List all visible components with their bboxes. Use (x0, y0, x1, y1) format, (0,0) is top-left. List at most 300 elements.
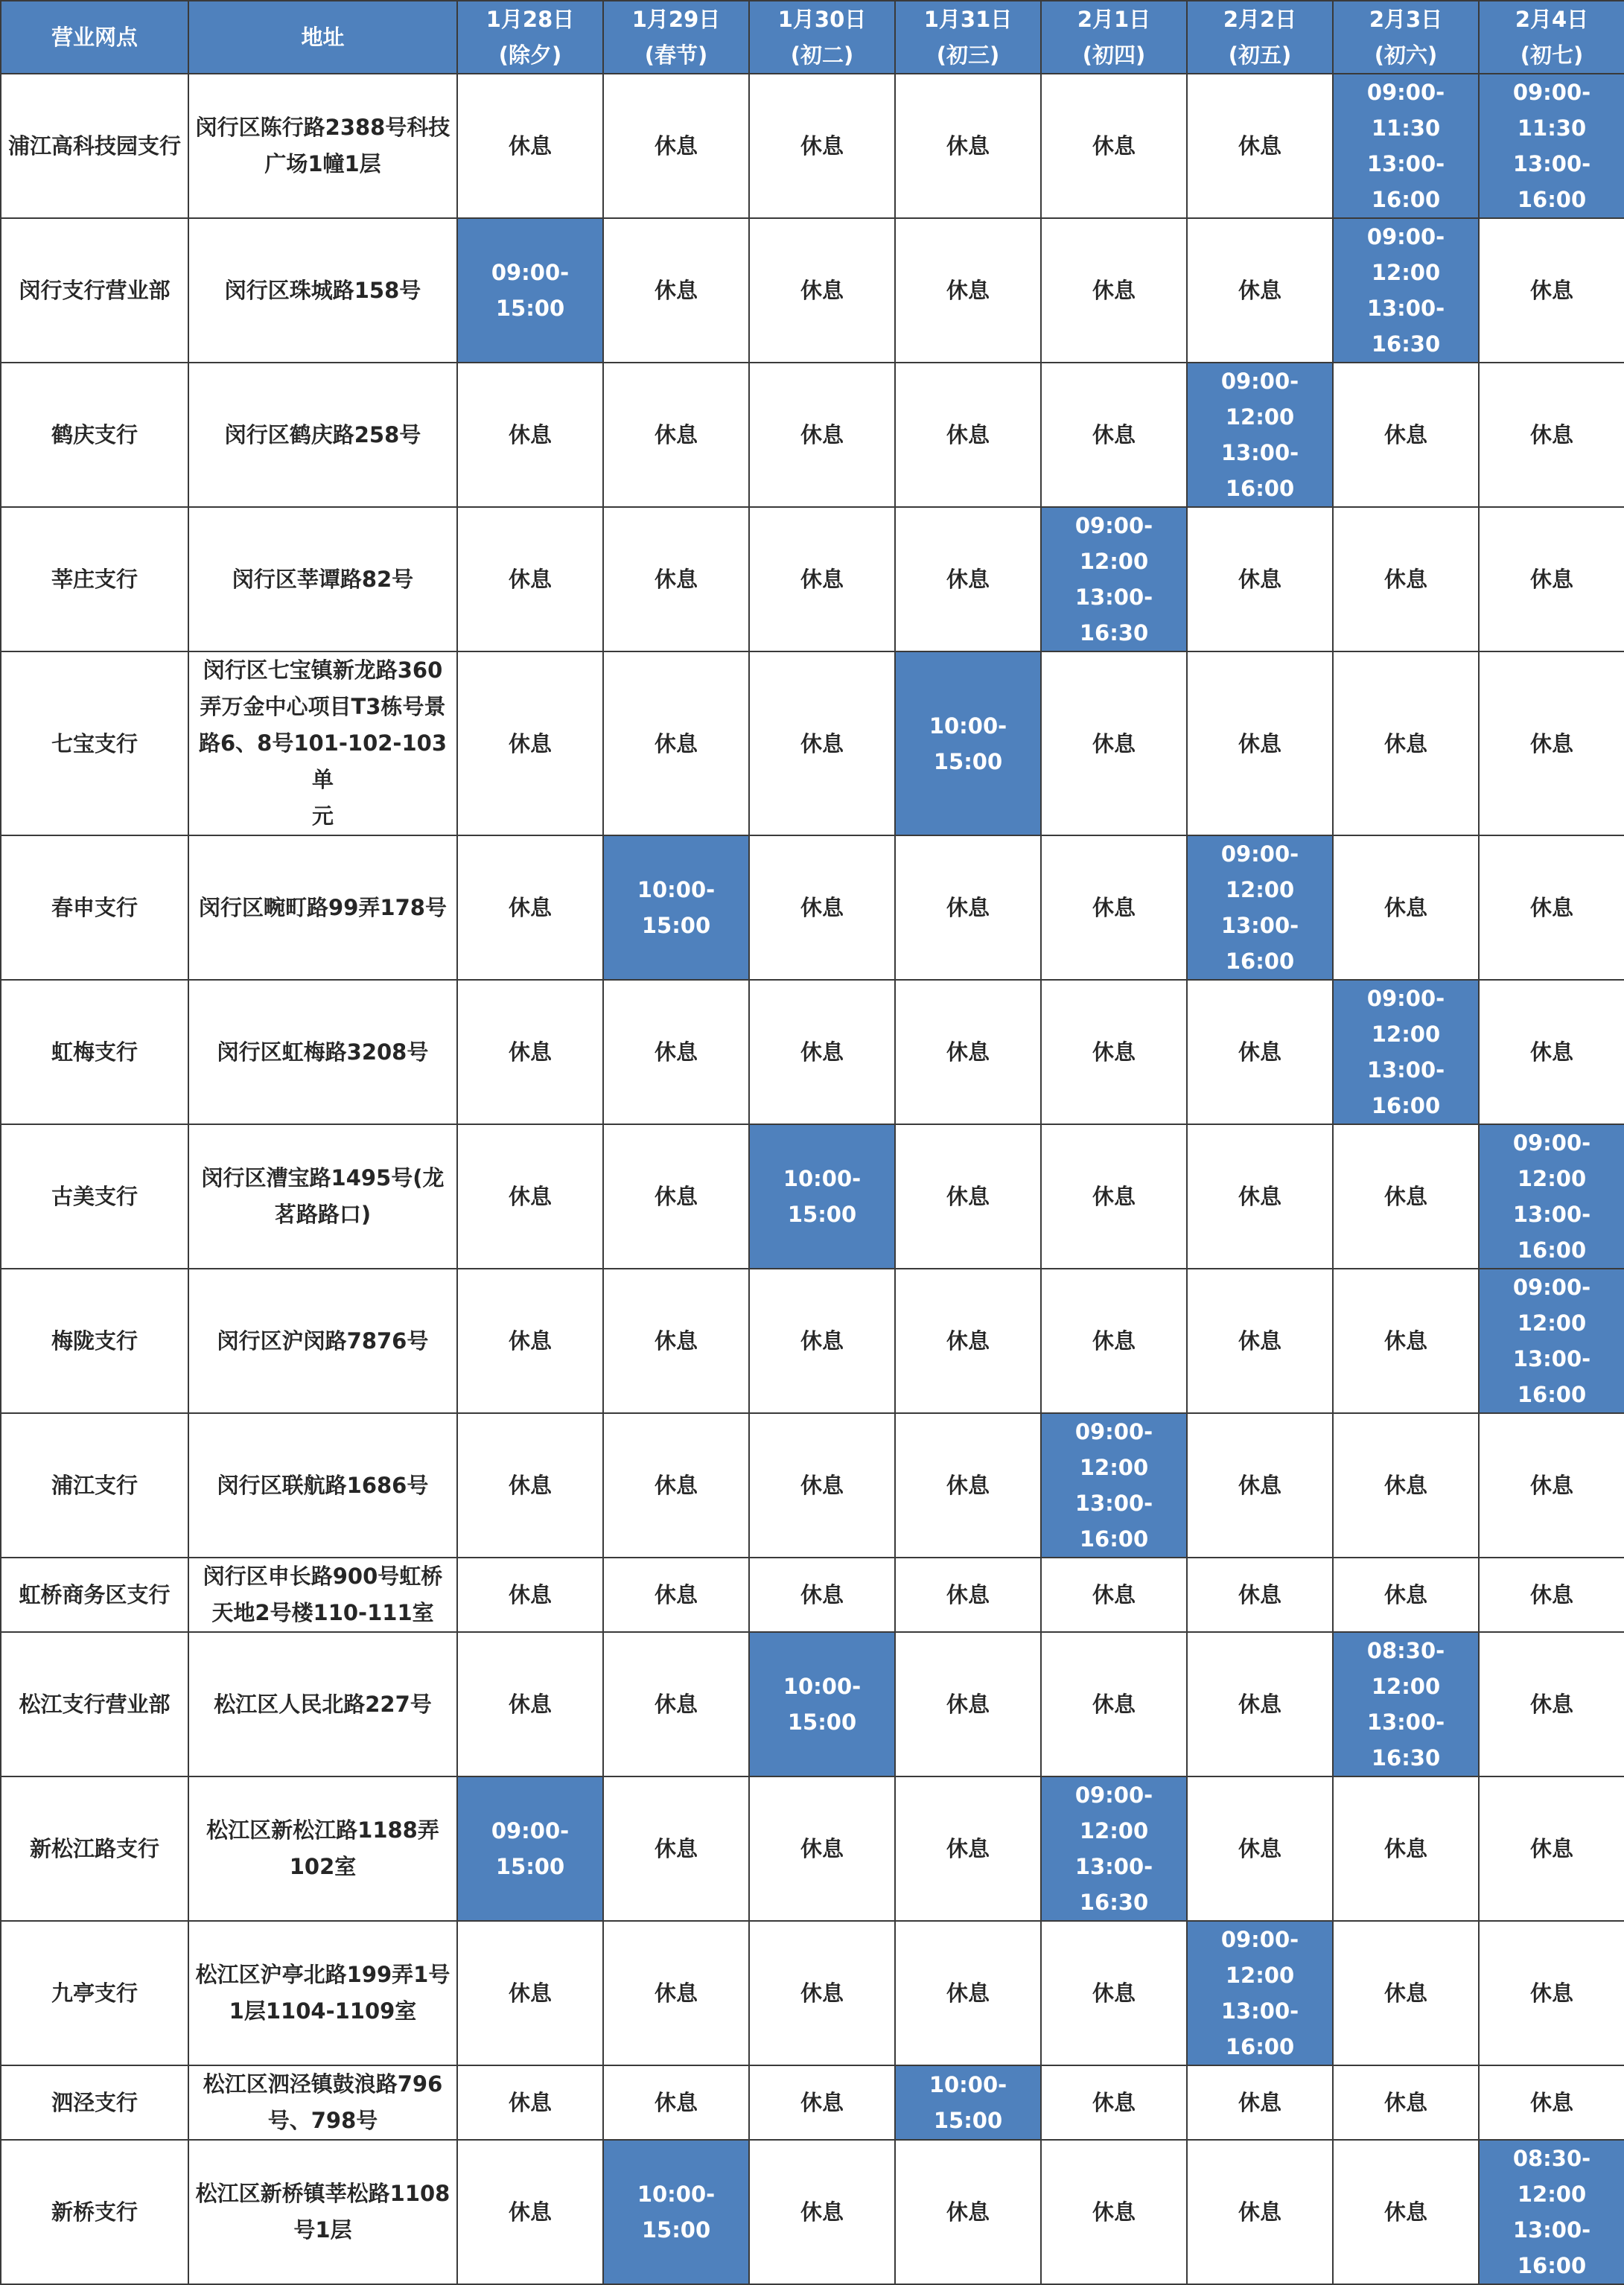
branch-name: 松江支行营业部 (1, 1632, 188, 1776)
closed-cell (1479, 651, 1624, 835)
hours-text: 13:00-16:00 (1220, 1998, 1299, 2059)
hours-text: 13:00-16:00 (1220, 913, 1299, 974)
rest-text: 休息 (1529, 1039, 1573, 1065)
closed-cell (895, 507, 1041, 651)
closed-cell (895, 363, 1041, 507)
rest-text: 休息 (946, 1692, 990, 1717)
branch-address (188, 1776, 457, 1921)
hours-text: 10:00-15:00 (929, 713, 1007, 774)
closed-cell (895, 218, 1041, 363)
closed-cell (749, 651, 895, 835)
closed-cell (749, 218, 895, 363)
rest-text: 休息 (1383, 1582, 1427, 1607)
hours-text: 08:30-12:00 (1366, 1638, 1445, 1699)
branch-address (188, 1632, 457, 1776)
rest-text: 休息 (1383, 1473, 1427, 1498)
closed-cell (603, 1632, 749, 1776)
rest-text: 休息 (1383, 1328, 1427, 1354)
rest-text: 休息 (654, 730, 698, 756)
hours-text: 13:00-16:00 (1074, 1491, 1153, 1552)
rest-text: 休息 (654, 1582, 698, 1607)
rest-text: 休息 (508, 1473, 552, 1498)
rest-text: 休息 (1383, 1980, 1427, 2006)
branch-address (188, 980, 457, 1124)
rest-text: 休息 (654, 1980, 698, 2006)
closed-cell (895, 1776, 1041, 1921)
open-hours-cell (457, 218, 603, 363)
closed-cell (1041, 1632, 1187, 1776)
rest-text: 休息 (654, 422, 698, 447)
closed-cell (749, 1269, 895, 1413)
branch-name: 浦江支行 (1, 1413, 188, 1558)
closed-cell (1187, 1632, 1333, 1776)
branch-name: 虹梅支行 (1, 980, 188, 1124)
rest-text: 休息 (1383, 567, 1427, 592)
table-row (1, 1776, 1624, 1921)
hours-text: 13:00-16:00 (1366, 1057, 1445, 1118)
address-line: 闵行区鹤庆路258号 (224, 421, 421, 447)
rest-text: 休息 (946, 133, 990, 159)
open-hours-cell (1041, 507, 1187, 651)
table-row (1, 651, 1624, 835)
hours-text: 10:00-15:00 (783, 1674, 862, 1735)
rest-text: 休息 (1238, 1836, 1281, 1861)
branch-name: 虹桥商务区支行 (1, 1558, 188, 1632)
closed-cell (1187, 2065, 1333, 2140)
hours-text: 13:00-16:00 (1366, 151, 1445, 212)
table-row (1, 2140, 1624, 2284)
hours-text: 09:00-11:30 (1512, 80, 1591, 141)
address-line: 闵行区联航路1686号 (217, 1472, 429, 1498)
table-row (1, 1632, 1624, 1776)
closed-cell (749, 1776, 895, 1921)
branch-address (188, 1921, 457, 2065)
hours-text: 13:00-16:30 (1074, 1854, 1153, 1915)
rest-text: 休息 (1383, 1184, 1427, 1209)
closed-cell (895, 1269, 1041, 1413)
closed-cell (1187, 2140, 1333, 2284)
closed-cell (1187, 218, 1333, 363)
rest-text: 休息 (946, 1980, 990, 2006)
rest-text: 休息 (800, 133, 844, 159)
closed-cell (895, 1921, 1041, 2065)
closed-cell (603, 1921, 749, 2065)
hours-text: 13:00-16:00 (1512, 151, 1591, 212)
branch-address (188, 218, 457, 363)
hours-text: 09:00-12:00 (1366, 224, 1445, 285)
closed-cell (895, 1413, 1041, 1558)
rest-text: 休息 (508, 133, 552, 159)
rest-text: 休息 (508, 1328, 552, 1354)
hours-text: 13:00-16:00 (1220, 440, 1299, 501)
hours-text: 13:00-16:30 (1074, 584, 1153, 646)
closed-cell (1187, 1776, 1333, 1921)
rest-text: 休息 (654, 1692, 698, 1717)
hours-text: 09:00-12:00 (1220, 841, 1299, 902)
closed-cell (457, 1558, 603, 1632)
hours-text: 09:00-15:00 (491, 260, 570, 321)
rest-text: 休息 (800, 1980, 844, 2006)
closed-cell (1479, 1558, 1624, 1632)
closed-cell (457, 1632, 603, 1776)
branch-address (188, 1269, 457, 1413)
hours-text: 09:00-12:00 (1074, 1782, 1153, 1843)
closed-cell (1041, 74, 1187, 218)
branch-name: 闵行支行营业部 (1, 218, 188, 363)
hours-text: 09:00-12:00 (1512, 1130, 1591, 1191)
rest-text: 休息 (1238, 1039, 1281, 1065)
closed-cell (457, 2065, 603, 2140)
hours-text: 13:00-16:30 (1366, 1709, 1445, 1771)
rest-text: 休息 (800, 1039, 844, 1065)
hours-text: 08:30-12:00 (1512, 2146, 1591, 2207)
rest-text: 休息 (1092, 1039, 1136, 1065)
rest-text: 休息 (508, 2199, 552, 2225)
branch-name: 古美支行 (1, 1124, 188, 1269)
closed-cell (457, 363, 603, 507)
branch-address (188, 507, 457, 651)
rest-text: 休息 (1529, 278, 1573, 303)
header-row (1, 1, 1624, 74)
hours-text: 10:00-15:00 (929, 2072, 1007, 2133)
rest-text: 休息 (1238, 2199, 1281, 2225)
closed-cell (603, 507, 749, 651)
rest-text: 休息 (654, 1039, 698, 1065)
rest-text: 休息 (1092, 1692, 1136, 1717)
table-row (1, 218, 1624, 363)
rest-text: 休息 (1238, 1582, 1281, 1607)
rest-text: 休息 (1383, 895, 1427, 920)
rest-text: 休息 (1383, 1836, 1427, 1861)
closed-cell (1041, 835, 1187, 980)
branch-name: 鹤庆支行 (1, 363, 188, 507)
rest-text: 休息 (1529, 1836, 1573, 1861)
rest-text: 休息 (508, 1692, 552, 1717)
header-address: 地址 (188, 1, 457, 74)
branch-address (188, 1413, 457, 1558)
address-line: 广场1幢1层 (264, 151, 381, 176)
closed-cell (895, 74, 1041, 218)
branch-name: 泗泾支行 (1, 2065, 188, 2140)
rest-text: 休息 (1383, 730, 1427, 756)
rest-text: 休息 (800, 1473, 844, 1498)
rest-text: 休息 (946, 1582, 990, 1607)
address-line: 天地2号楼110-111室 (211, 1600, 434, 1625)
rest-text: 休息 (1092, 278, 1136, 303)
address-line: 闵行区沪闵路7876号 (217, 1328, 429, 1354)
hours-text: 09:00-12:00 (1220, 369, 1299, 430)
branch-address (188, 1124, 457, 1269)
branch-address (188, 651, 457, 835)
table-row (1, 1269, 1624, 1413)
closed-cell (1479, 1632, 1624, 1776)
open-hours-cell (1479, 74, 1624, 218)
hours-text: 09:00-12:00 (1074, 513, 1153, 574)
rest-text: 休息 (800, 1836, 844, 1861)
closed-cell (895, 1124, 1041, 1269)
address-line: 闵行区陈行路2388号科技 (195, 115, 450, 140)
rest-text: 休息 (1238, 1184, 1281, 1209)
rest-text: 休息 (946, 567, 990, 592)
branch-name: 浦江高科技园支行 (1, 74, 188, 218)
address-line: 号1层 (293, 2217, 352, 2243)
closed-cell (1333, 507, 1479, 651)
hours-text: 09:00-15:00 (491, 1818, 570, 1879)
rest-text: 休息 (1238, 1328, 1281, 1354)
hours-text: 09:00-12:00 (1074, 1419, 1153, 1480)
closed-cell (1479, 1921, 1624, 2065)
address-line: 102室 (289, 1854, 357, 1879)
closed-cell (1479, 2065, 1624, 2140)
rest-text: 休息 (946, 2199, 990, 2225)
closed-cell (603, 651, 749, 835)
branch-name: 七宝支行 (1, 651, 188, 835)
branch-name: 九亭支行 (1, 1921, 188, 2065)
closed-cell (603, 980, 749, 1124)
address-line: 闵行区申长路900号虹桥 (203, 1564, 443, 1589)
rest-text: 休息 (1238, 730, 1281, 756)
closed-cell (603, 1776, 749, 1921)
closed-cell (1041, 1921, 1187, 2065)
open-hours-cell (1187, 363, 1333, 507)
address-line: 茗路路口) (274, 1202, 372, 1227)
rest-text: 休息 (800, 730, 844, 756)
rest-text: 休息 (1529, 895, 1573, 920)
closed-cell (1333, 1124, 1479, 1269)
rest-text: 休息 (800, 422, 844, 447)
header-date: 1月29日 (春节) (603, 1, 749, 74)
rest-text: 休息 (1529, 422, 1573, 447)
rest-text: 休息 (800, 567, 844, 592)
table-row (1, 2065, 1624, 2140)
table-row (1, 507, 1624, 651)
closed-cell (749, 980, 895, 1124)
closed-cell (1041, 1124, 1187, 1269)
closed-cell (1187, 1413, 1333, 1558)
closed-cell (1041, 2065, 1187, 2140)
closed-cell (895, 2140, 1041, 2284)
header-date: 1月30日 (初二) (749, 1, 895, 74)
address-line: 松江区新桥镇莘松路1108 (195, 2181, 450, 2206)
closed-cell (603, 1124, 749, 1269)
address-line: 闵行区漕宝路1495号(龙 (201, 1165, 445, 1191)
hours-text: 13:00-16:30 (1366, 296, 1445, 357)
closed-cell (1041, 1269, 1187, 1413)
rest-text: 休息 (946, 895, 990, 920)
closed-cell (1479, 980, 1624, 1124)
closed-cell (749, 1921, 895, 2065)
rest-text: 休息 (1529, 2090, 1573, 2115)
branch-address (188, 2140, 457, 2284)
header-date: 2月4日 (初七) (1479, 1, 1624, 74)
rest-text: 休息 (1092, 730, 1136, 756)
closed-cell (457, 1124, 603, 1269)
rest-text: 休息 (508, 1582, 552, 1607)
table-row (1, 1413, 1624, 1558)
closed-cell (1041, 1558, 1187, 1632)
hours-text: 09:00-12:00 (1366, 986, 1445, 1047)
hours-text: 10:00-15:00 (783, 1166, 862, 1227)
closed-cell (1333, 363, 1479, 507)
open-hours-cell (603, 835, 749, 980)
open-hours-cell (1479, 1124, 1624, 1269)
open-hours-cell (1479, 1269, 1624, 1413)
branch-name: 莘庄支行 (1, 507, 188, 651)
rest-text: 休息 (1529, 1473, 1573, 1498)
table-row (1, 363, 1624, 507)
rest-text: 休息 (1529, 730, 1573, 756)
address-line: 松江区沪亭北路199弄1号 (195, 1962, 450, 1987)
hours-text: 09:00-11:30 (1366, 80, 1445, 141)
header-date: 1月28日 (除夕) (457, 1, 603, 74)
closed-cell (749, 1558, 895, 1632)
rest-text: 休息 (946, 422, 990, 447)
open-hours-cell (1333, 218, 1479, 363)
closed-cell (749, 363, 895, 507)
closed-cell (1333, 1413, 1479, 1558)
branch-address (188, 1558, 457, 1632)
closed-cell (1479, 835, 1624, 980)
closed-cell (457, 1413, 603, 1558)
rest-text: 休息 (508, 1980, 552, 2006)
hours-text: 09:00-12:00 (1512, 1275, 1591, 1336)
rest-text: 休息 (1092, 1980, 1136, 2006)
rest-text: 休息 (1383, 2199, 1427, 2225)
hours-text: 09:00-12:00 (1220, 1927, 1299, 1988)
closed-cell (749, 1413, 895, 1558)
branch-address (188, 2065, 457, 2140)
closed-cell (457, 507, 603, 651)
closed-cell (457, 651, 603, 835)
closed-cell (457, 1269, 603, 1413)
table-row (1, 835, 1624, 980)
header-date: 2月2日 (初五) (1187, 1, 1333, 74)
open-hours-cell (603, 2140, 749, 2284)
address-line: 闵行区虹梅路3208号 (217, 1039, 429, 1065)
closed-cell (457, 74, 603, 218)
rest-text: 休息 (946, 278, 990, 303)
address-line: 松江区新松江路1188弄 (206, 1817, 439, 1843)
closed-cell (1333, 2140, 1479, 2284)
closed-cell (1333, 1269, 1479, 1413)
branch-address (188, 835, 457, 980)
rest-text: 休息 (654, 1836, 698, 1861)
table-row (1, 1124, 1624, 1269)
closed-cell (457, 2140, 603, 2284)
rest-text: 休息 (508, 2090, 552, 2115)
schedule-body (1, 74, 1624, 2284)
open-hours-cell (895, 2065, 1041, 2140)
open-hours-cell (749, 1124, 895, 1269)
rest-text: 休息 (800, 1328, 844, 1354)
branch-name: 新松江路支行 (1, 1776, 188, 1921)
rest-text: 休息 (1238, 133, 1281, 159)
closed-cell (1187, 1558, 1333, 1632)
address-line: 路6、8号101-102-103单 (198, 730, 448, 792)
closed-cell (457, 835, 603, 980)
open-hours-cell (1187, 835, 1333, 980)
rest-text: 休息 (508, 1184, 552, 1209)
rest-text: 休息 (1238, 567, 1281, 592)
rest-text: 休息 (946, 1473, 990, 1498)
header-date: 1月31日 (初三) (895, 1, 1041, 74)
header-date: 2月3日 (初六) (1333, 1, 1479, 74)
hours-text: 10:00-15:00 (637, 2182, 716, 2243)
open-hours-cell (1333, 1632, 1479, 1776)
address-line: 闵行区七宝镇新龙路360 (203, 657, 443, 683)
rest-text: 休息 (508, 567, 552, 592)
closed-cell (1333, 835, 1479, 980)
open-hours-cell (749, 1632, 895, 1776)
branch-address (188, 363, 457, 507)
rest-text: 休息 (654, 1184, 698, 1209)
open-hours-cell (1479, 2140, 1624, 2284)
rest-text: 休息 (508, 730, 552, 756)
rest-text: 休息 (800, 1582, 844, 1607)
rest-text: 休息 (654, 567, 698, 592)
rest-text: 休息 (1238, 1473, 1281, 1498)
open-hours-cell (457, 1776, 603, 1921)
rest-text: 休息 (800, 278, 844, 303)
rest-text: 休息 (1092, 133, 1136, 159)
table-row (1, 74, 1624, 218)
open-hours-cell (1333, 980, 1479, 1124)
closed-cell (895, 835, 1041, 980)
rest-text: 休息 (654, 1328, 698, 1354)
closed-cell (1187, 74, 1333, 218)
closed-cell (1041, 980, 1187, 1124)
open-hours-cell (1041, 1413, 1187, 1558)
rest-text: 休息 (1529, 1582, 1573, 1607)
rest-text: 休息 (1238, 1692, 1281, 1717)
rest-text: 休息 (946, 1836, 990, 1861)
rest-text: 休息 (946, 1328, 990, 1354)
closed-cell (1333, 1558, 1479, 1632)
rest-text: 休息 (800, 895, 844, 920)
rest-text: 休息 (508, 422, 552, 447)
rest-text: 休息 (1383, 2090, 1427, 2115)
rest-text: 休息 (654, 1473, 698, 1498)
branch-name: 春申支行 (1, 835, 188, 980)
closed-cell (603, 218, 749, 363)
hours-text: 13:00-16:00 (1512, 1202, 1591, 1263)
address-line: 松江区泗泾镇鼓浪路796 (203, 2071, 443, 2097)
closed-cell (1187, 1124, 1333, 1269)
open-hours-cell (895, 651, 1041, 835)
closed-cell (1479, 363, 1624, 507)
rest-text: 休息 (1238, 2090, 1281, 2115)
table-row (1, 1921, 1624, 2065)
rest-text: 休息 (1092, 422, 1136, 447)
address-line: 闵行区畹町路99弄178号 (199, 894, 447, 920)
closed-cell (895, 1558, 1041, 1632)
closed-cell (1041, 363, 1187, 507)
address-line: 元 (311, 803, 334, 829)
rest-text: 休息 (1092, 1184, 1136, 1209)
header-branch: 营业网点 (1, 1, 188, 74)
rest-text: 休息 (1383, 422, 1427, 447)
table-row (1, 980, 1624, 1124)
hours-text: 13:00-16:00 (1512, 1346, 1591, 1407)
rest-text: 休息 (508, 895, 552, 920)
closed-cell (603, 2065, 749, 2140)
rest-text: 休息 (1092, 1328, 1136, 1354)
closed-cell (1187, 507, 1333, 651)
closed-cell (749, 2140, 895, 2284)
closed-cell (457, 1921, 603, 2065)
closed-cell (603, 1413, 749, 1558)
rest-text: 休息 (654, 278, 698, 303)
